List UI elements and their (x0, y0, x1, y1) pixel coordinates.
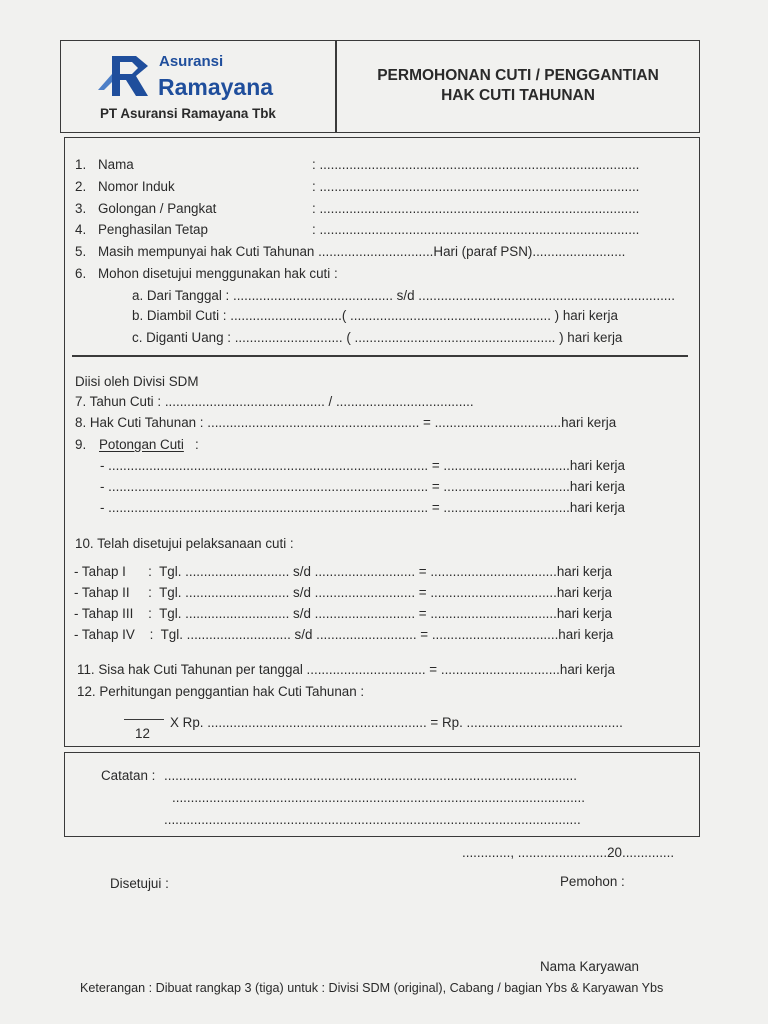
field-6-number: 6. (75, 266, 87, 281)
notes-line-2[interactable]: ............................................................................................................... (172, 790, 585, 805)
form-title-line1: PERMOHONAN CUTI / PENGGANTIAN (377, 67, 659, 84)
notes-line-1[interactable]: ............................................................................................................... (164, 768, 577, 783)
notes-line-3[interactable]: ................................................................................................................ (164, 812, 581, 827)
field-2-label: Nomor Induk (98, 179, 175, 194)
stage-3-row[interactable]: - Tahap III : Tgl. ............................ s/d ........................... = ..................................hari kerja (74, 606, 612, 621)
stage-1-row[interactable]: - Tahap I : Tgl. ............................ s/d ........................... = ..................................hari kerja (74, 564, 612, 579)
deduction-row-1[interactable]: - ...................................................................................... = ..................................hari kerja (100, 458, 625, 473)
section-divider (72, 355, 688, 357)
field-5-text[interactable]: Masih mempunyai hak Cuti Tahunan ...............................Hari (paraf PSN)......................... (98, 244, 626, 259)
field-7-row[interactable]: 7. Tahun Cuti : ........................................... / ..................................... (75, 394, 474, 409)
date-line[interactable]: ............., ........................20.............. (462, 845, 675, 860)
notes-label: Catatan : (101, 768, 156, 783)
field-6a-row[interactable]: a. Dari Tanggal : ........................................... s/d ..................................................................... (132, 288, 675, 303)
employee-name-label: Nama Karyawan (540, 959, 639, 974)
field-5-number: 5. (75, 244, 87, 259)
field-2-number: 2. (75, 179, 87, 194)
applicant-label: Pemohon : (560, 874, 625, 889)
fraction-bar (124, 719, 164, 720)
field-3-label: Golongan / Pangkat (98, 201, 217, 216)
field-6b-row[interactable]: b. Diambil Cuti : ..............................( ...................................................... ) hari kerja (132, 308, 618, 323)
field-8-row[interactable]: 8. Hak Cuti Tahunan : ......................................................... = ..................................hari kerja (75, 415, 617, 430)
brand-main-text: Ramayana (158, 74, 274, 100)
field-6-text: Mohon disetujui menggunakan hak cuti : (98, 266, 338, 281)
remark-text: Keterangan : Dibuat rangkap 3 (tiga) untuk : Divisi SDM (original), Cabang / bagian Ybs & Karyawan Ybs (80, 981, 664, 995)
field-6c-row[interactable]: c. Diganti Uang : ............................. ( ...................................................... ) hari kerja (132, 330, 623, 345)
brand-top-text: Asuransi (159, 53, 224, 70)
field-10-text: 10. Telah disetujui pelaksanaan cuti : (75, 536, 294, 551)
field-1-label: Nama (98, 157, 134, 172)
field-9-number: 9. (75, 437, 87, 452)
deduction-row-3[interactable]: - ...................................................................................... = ..................................hari kerja (100, 500, 625, 515)
field-4-number: 4. (75, 222, 87, 237)
field-3-input[interactable]: : ...................................................................................... (312, 201, 640, 216)
field-3-number: 3. (75, 201, 87, 216)
sdm-heading: Diisi oleh Divisi SDM (75, 374, 199, 389)
ramayana-logo-icon (96, 52, 156, 100)
field-4-label: Penghasilan Tetap (98, 222, 208, 237)
field-1-input[interactable]: : ...................................................................................... (312, 157, 640, 172)
field-9-label: Potongan Cuti (99, 437, 184, 452)
field-12-text: 12. Perhitungan penggantian hak Cuti Tahunan : (77, 684, 365, 699)
stage-2-row[interactable]: - Tahap II : Tgl. ............................ s/d ........................... = ..................................hari kerja (74, 585, 612, 600)
approved-label: Disetujui : (110, 876, 169, 891)
stage-4-row[interactable]: - Tahap IV : Tgl. ............................ s/d ........................... = ..................................hari kerja (74, 627, 614, 642)
field-2-input[interactable]: : ...................................................................................... (312, 179, 640, 194)
calculation-row[interactable]: X Rp. ........................................................... = Rp. .......................................... (170, 715, 623, 730)
deduction-row-2[interactable]: - ...................................................................................... = ..................................hari kerja (100, 479, 625, 494)
field-4-input[interactable]: : ...................................................................................... (312, 222, 640, 237)
company-name: PT Asuransi Ramayana Tbk (100, 106, 276, 121)
field-9-colon: : (195, 437, 199, 452)
form-title-line2: HAK CUTI TAHUNAN (441, 87, 595, 104)
field-1-number: 1. (75, 157, 87, 172)
field-11-row[interactable]: 11. Sisa hak Cuti Tahunan per tanggal ................................ = ................................hari kerja (77, 662, 615, 677)
fraction-denominator: 12 (135, 726, 150, 741)
